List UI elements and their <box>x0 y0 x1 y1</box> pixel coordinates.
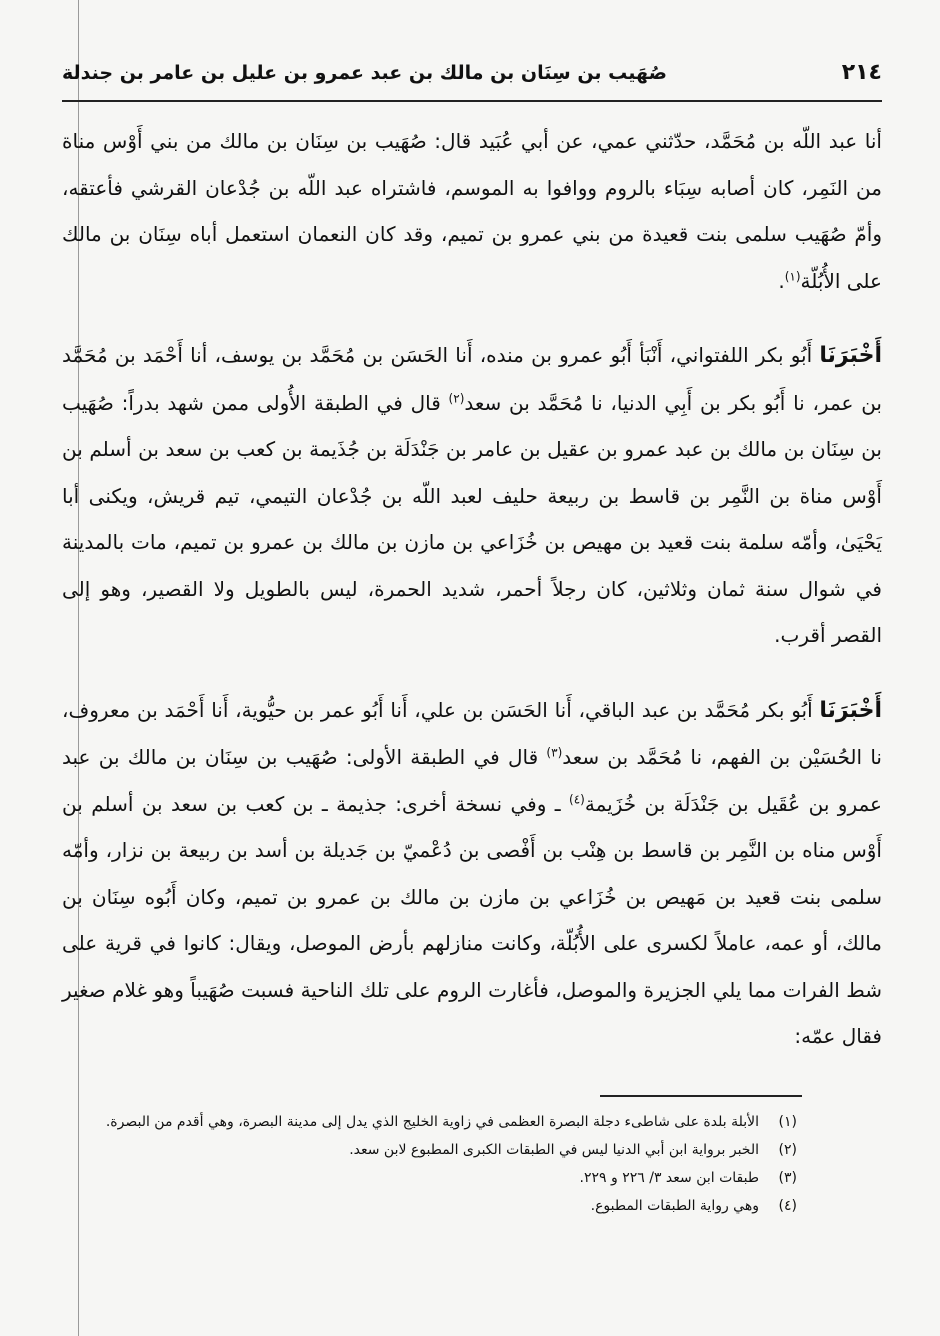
paragraph-3-text-c: ـ وفي نسخة أخرى: جذيمة ـ بن كعب بن سعد بن أسلم بن أَوْس مناه بن النَّمِر بن قاسط بن هِنْب بن أَفْصى بن دُعْميّ بن جَديلة بن أسد بن ربيعة بن نزار، وأمّه سلمى بنت قعيد بن مَهيص بن خُزَاعي بن مازن بن مالك بن عمرو بن تميم، وكان أَبُوه سِنَان بن مالك، أو عمه، عاملاً لكسرى على الأُبُلّة، وكانت منازلهم بأرض الموصل، ويقال: كانوا في قرية على شط الفرات مما يلي الجزيرة والموصل، فأغارت الروم على تلك الناحية فسبت صُهَيباً وهو غلام صغير فقال عمّه: <box>62 791 882 1048</box>
paragraph-1-text: أنا عبد اللّه بن مُحَمَّد، حدّثني عمي، عن أبي عُبَيد قال: صُهَيب بن سِنَان بن مالك من بني أَوْس مناة من النَمِر، كان أصابه سِبَاء بالروم ووافوا به الموسم، فاشتراه عبد اللّه بن جُدْعان القرشي فأعتقه، وأمّ صُهَيب سلمى بنت قعيدة من بني عمرو بن تميم، وقد كان النعمان استعمل أباه سِنَان بن مالك على الأُبُلّة <box>62 129 882 293</box>
footnote-text: طبقات ابن سعد ٣/ ٢٢٦ و ٢٢٩. <box>579 1170 759 1186</box>
paragraph-1 <box>62 118 882 304</box>
footnote-2 <box>62 1136 797 1164</box>
footnote-text: الأبلة بلدة على شاطىء دجلة البصرة العظمى في زاوية الخليج الذي يدل إلى مدينة البصرة، وهي أقدم من البصرة. <box>105 1114 759 1130</box>
paragraph-1-end: . <box>778 268 785 293</box>
footnote-text: الخبر برواية ابن أبي الدنيا ليس في الطبقات الكبرى المطبوع لابن سعد. <box>349 1142 759 1158</box>
page-number: ٢١٤ <box>841 60 882 85</box>
footnote-4 <box>62 1192 797 1220</box>
footnote-number: (٣) <box>778 1170 797 1186</box>
header-rule <box>62 100 882 102</box>
footnotes <box>62 1108 797 1220</box>
paragraph-2-lead: أَخْبَرَنَا <box>819 343 882 368</box>
running-head: صُهَيب بن سِنَان بن مالك بن عبد عمرو بن عليل بن عامر بن جندلة <box>62 62 667 84</box>
paragraph-2-text-a: أَبُو بكر اللفتواني، أَنْبَأ أَبُو عمرو بن منده، أَنا الحَسَن بن مُحَمَّد بن يوسف، أنا أَحْمَد بن مُحَمَّد بن عمر، نا أَبُو بكر بن أَبِي الدنيا، نا مُحَمَّد بن سعد <box>62 343 882 415</box>
footnote-separator <box>600 1095 802 1097</box>
paragraph-2-text-b: قال في الطبقة الأُولى ممن شهد بدراً: صُهَيب بن سِنَان بن مالك بن عبد عمرو بن عقيل بن عامر بن جَنْدَلَة بن جُذَيمة بن كعب بن سعد بن أسلم بن أَوْس مناة بن النَّمِر بن قاسط بن ربيعة حليف لعبد اللّه بن جُدْعان التيمي، تيم قريش، ويكنى أبا يَحْيَىٰ، وأمّه سلمة بنت قعيد بن مهيص بن خُزَاعي بن مازن بن مالك بن عمرو بن تميم، مات بالمدينة في شوال سنة ثمان وثلاثين، كان رجلاً أحمر، شديد الحمرة، ليس بالطويل ولا القصير، وهو إلى القصر أقرب. <box>62 390 882 647</box>
footnote-ref-3: (٣) <box>546 745 563 760</box>
paragraph-3 <box>62 687 882 1060</box>
footnote-1 <box>62 1108 797 1136</box>
footnote-3 <box>62 1164 797 1192</box>
paragraph-3-text-b: قال في الطبقة الأولى: صُهَيب بن سِنَان بن مالك بن عبد عمرو بن عُقَيل بن جَنْدَلَة بن خُزَيمة <box>62 745 882 816</box>
paragraph-3-text-a: أَبُو بكر مُحَمَّد بن عبد الباقي، أَنا الحَسَن بن علي، أَنا أَبُو عمر بن حيُّوية، أَنا أَحْمَد بن معروف، نا الحُسَيْن بن الفهم، نا مُحَمَّد بن سعد <box>62 697 882 769</box>
paragraph-3-lead: أَخْبَرَنَا <box>819 697 882 723</box>
page-header <box>62 56 882 96</box>
footnote-text: وهي رواية الطبقات المطبوع. <box>590 1198 759 1214</box>
footnote-ref-2: (٢) <box>448 390 465 405</box>
footnote-number: (٤) <box>778 1198 797 1214</box>
footnote-ref-1: (١) <box>784 268 801 283</box>
main-text <box>62 118 882 1088</box>
footnote-number: (١) <box>778 1114 797 1130</box>
footnote-number: (٢) <box>778 1142 797 1158</box>
footnote-ref-4: (٤) <box>569 791 585 806</box>
paragraph-2 <box>62 332 882 659</box>
